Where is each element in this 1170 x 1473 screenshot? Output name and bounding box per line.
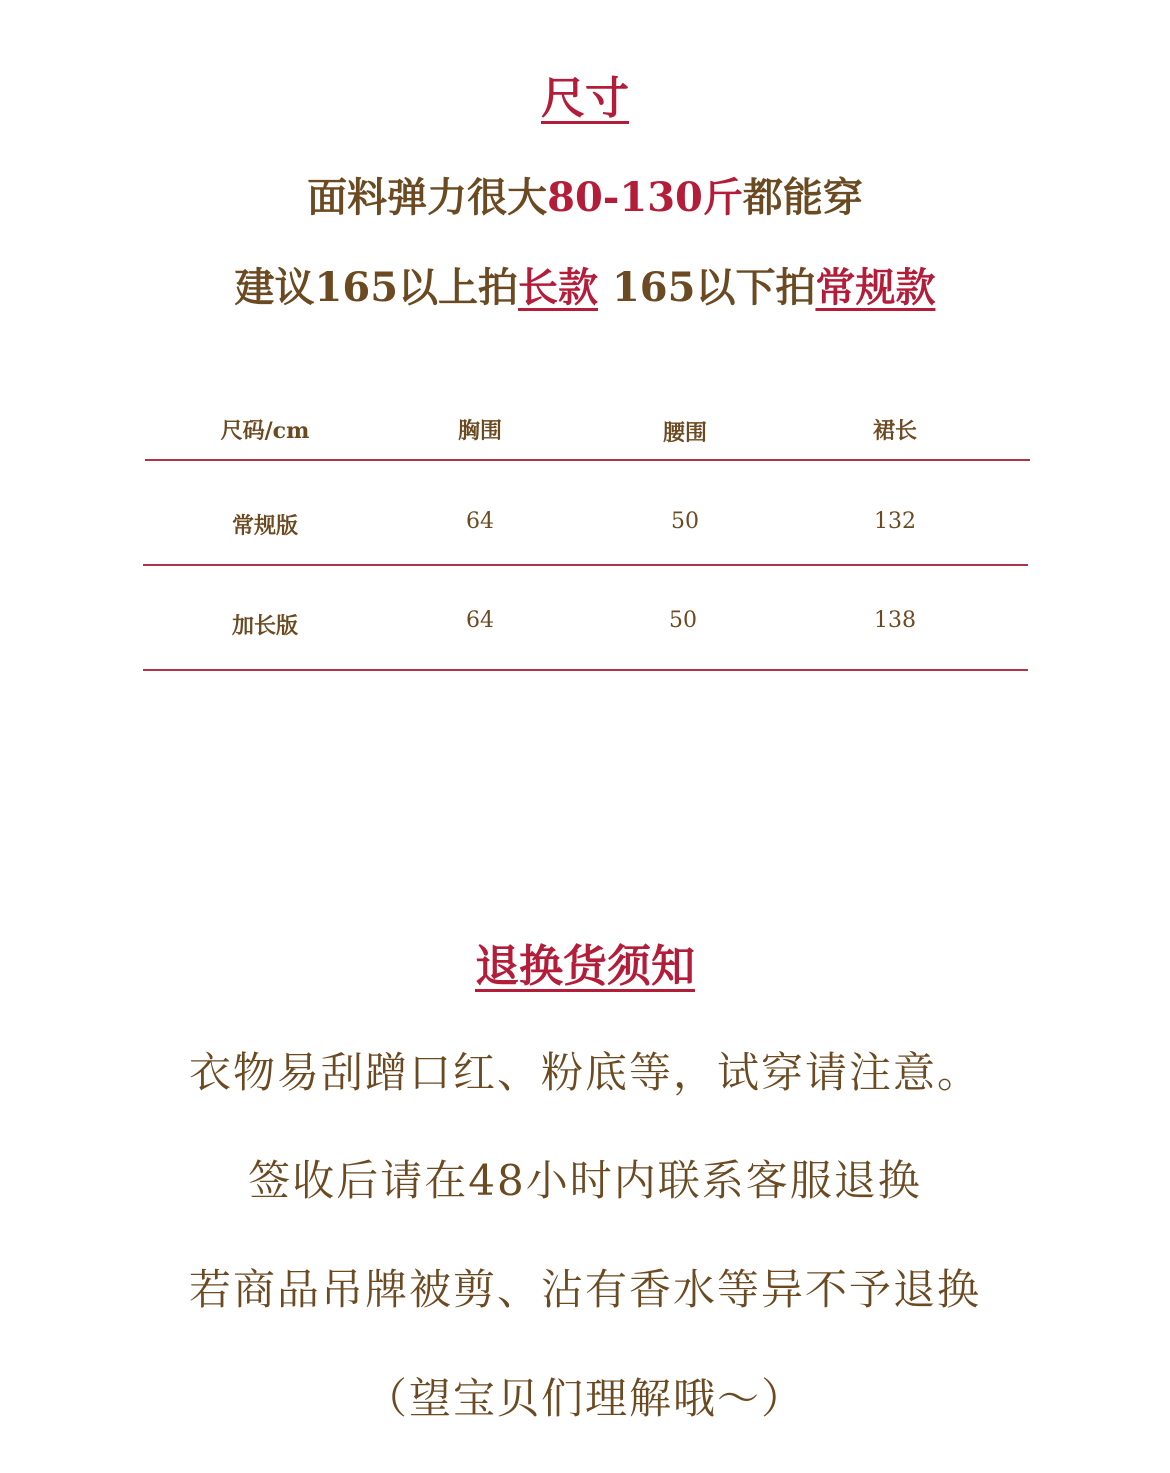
elasticity-text-b: 都能穿	[742, 174, 863, 221]
elasticity-line	[0, 166, 1170, 223]
size-heading-wrap	[0, 62, 1170, 126]
long-bust: 64	[466, 608, 494, 633]
regular-waist: 50	[671, 509, 699, 534]
recommendation-line	[0, 256, 1170, 313]
return-title: 退换货须知	[475, 941, 695, 992]
long-length: 138	[874, 608, 916, 633]
header-bust: 胸围	[457, 418, 502, 444]
return-heading-wrap	[0, 930, 1170, 994]
header-divider	[145, 459, 1030, 461]
weight-range: 80-130斤	[547, 174, 743, 221]
row-divider	[143, 564, 1028, 566]
row-label-long: 加长版	[231, 613, 298, 639]
regular-bust: 64	[466, 509, 494, 534]
long-version-link[interactable]: 长款	[518, 264, 599, 311]
recommendation-text-b: 165以下拍	[598, 264, 816, 311]
recommendation-text-a: 建议165以上拍	[234, 264, 519, 311]
header-size: 尺码/cm	[220, 418, 310, 444]
row-label-regular: 常规版	[231, 513, 298, 539]
header-skirt-length: 裙长	[872, 418, 917, 444]
return-note: 衣物易刮蹭口红、粉底等，试穿请注意。	[188, 1048, 981, 1097]
size-title: 尺寸	[541, 73, 629, 124]
regular-version-link[interactable]: 常规款	[815, 264, 936, 311]
table-bottom-rule	[143, 669, 1028, 671]
return-note: （望宝贝们理解哦～）	[364, 1374, 805, 1423]
header-waist: 腰围	[662, 420, 707, 446]
return-note: 若商品吊牌被剪、沾有香水等异不予退换	[188, 1265, 981, 1314]
elasticity-text-a: 面料弹力很大	[307, 174, 548, 221]
regular-length: 132	[874, 509, 916, 534]
long-waist: 50	[669, 608, 697, 633]
return-note: 签收后请在48小时内联系客服退换	[248, 1156, 922, 1205]
